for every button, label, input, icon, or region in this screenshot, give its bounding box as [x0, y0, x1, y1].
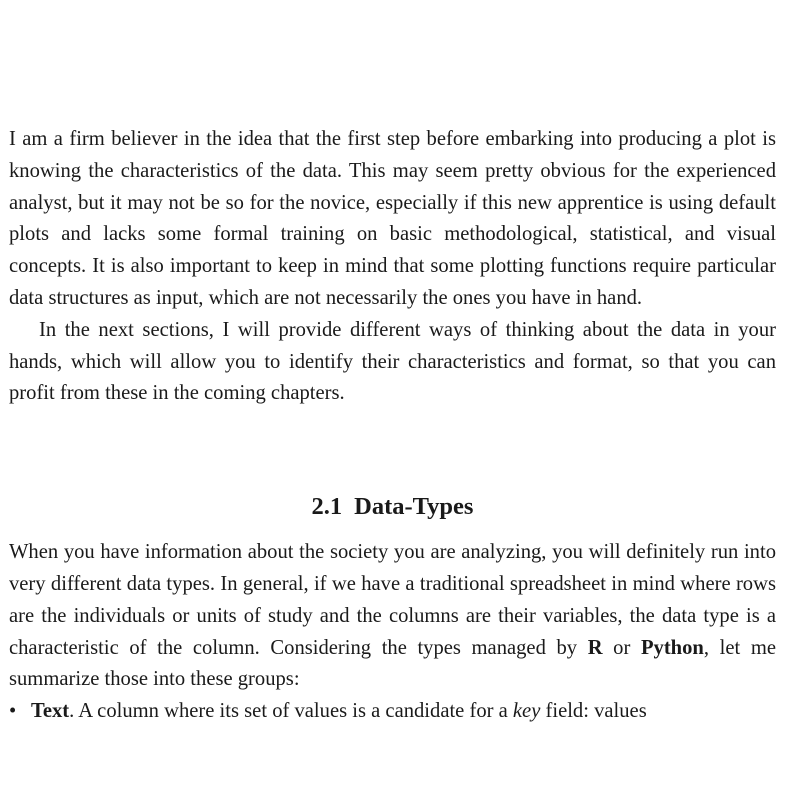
- bullet-text-2: field: values: [540, 700, 647, 723]
- bullet-text-1: . A column where its set of values is a candidate for a: [69, 700, 513, 723]
- data-types-paragraph: [9, 537, 776, 696]
- section-title: Data-Types: [354, 493, 474, 521]
- bullet-dot: •: [9, 700, 17, 723]
- r-language-name: R: [587, 636, 603, 659]
- bullet-key-word: key: [512, 700, 541, 723]
- data-types-text-start: When you have information about the society you are analyzing, you will definitely run into very different data types. In general, if we have a traditional spreadsheet in mind where rows are the individuals or units of study and the columns are their variables, the data type is a characteristic of the column. Considering the types managed by: [9, 541, 776, 659]
- intro-paragraph: I am a firm believer in the idea that the first step before embarking into producing a plot is knowing the characteristics of the data. This may seem pretty obvious for the experienced analyst, but it may not be so for the novice, especially if this new apprentice is using default plots and lacks some formal training on basic methodological, statistical, and visual concepts. It is also important to keep in mind that some plotting functions require particular data structures as input, which are not necessarily the ones you have in hand.: [9, 128, 776, 309]
- or-text: or: [602, 636, 641, 659]
- section-heading: [9, 477, 776, 537]
- next-sections-paragraph: In the next sections, I will provide different ways of thinking about the data in your hands, which will allow you to identify their characteristics and format, so that you can profit from these in the coming chapters.: [9, 318, 776, 405]
- bullet-term: Text: [31, 700, 70, 723]
- document-page: [9, 124, 776, 728]
- data-types-text-end: , let me summarize those into these groups:: [9, 636, 776, 691]
- python-language-name: Python: [640, 636, 704, 659]
- bullet-item-text: [9, 696, 776, 728]
- section-number: 2.1: [311, 493, 343, 521]
